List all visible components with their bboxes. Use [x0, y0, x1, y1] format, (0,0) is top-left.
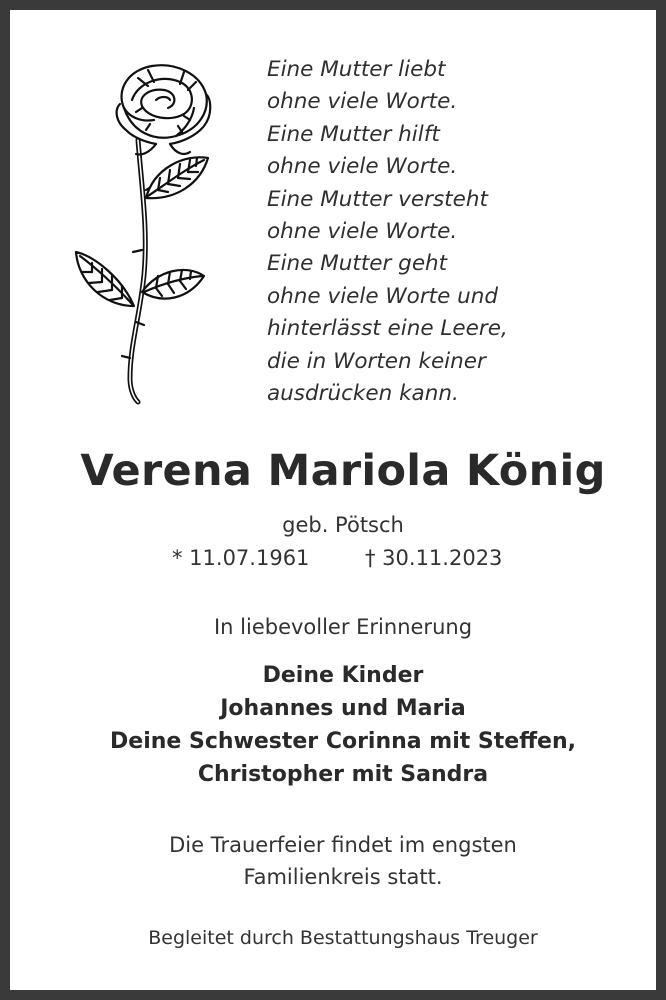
poem: [267, 54, 627, 410]
rose-icon: [72, 60, 222, 410]
service-note: [10, 829, 666, 893]
poem-line: hinterlässt eine Leere,: [267, 316, 508, 342]
death-date: † 30.11.2023: [365, 546, 503, 570]
memory-line: In liebevoller Erinnerung: [213, 615, 473, 639]
poem-line: Eine Mutter geht: [267, 251, 448, 277]
poem-line: ohne viele Worte.: [267, 89, 458, 115]
mourner-line: Johannes und Maria: [220, 696, 466, 721]
poem-line: Eine Mutter liebt: [267, 57, 446, 82]
poem-line: ohne viele Worte.: [267, 219, 458, 245]
mourner-line: Deine Kinder: [262, 663, 424, 688]
mourners-list: [10, 659, 666, 791]
deceased-name: Verena Mariola König: [80, 446, 606, 496]
poem-line: ohne viele Worte und: [267, 283, 499, 309]
poem-line: ohne viele Worte.: [267, 154, 458, 180]
mourner-line: Christopher mit Sandra: [197, 762, 489, 787]
poem-line: Eine Mutter hilft: [267, 121, 440, 147]
funeral-home-footer: Begleitet durch Bestattungshaus Treuger: [148, 927, 538, 949]
poem-line: Eine Mutter versteht: [267, 186, 488, 212]
birth-date: * 11.07.1961: [172, 546, 310, 570]
poem-line: die in Worten keiner: [267, 348, 486, 374]
service-line: Familienkreis statt.: [243, 865, 443, 889]
birth-name: geb. Pötsch: [282, 513, 404, 537]
poem-line: ausdrücken kann.: [267, 381, 459, 407]
service-line: Die Trauerfeier findet im engsten: [169, 833, 517, 857]
mourner-line: Deine Schwester Corinna mit Steffen,: [110, 729, 576, 754]
